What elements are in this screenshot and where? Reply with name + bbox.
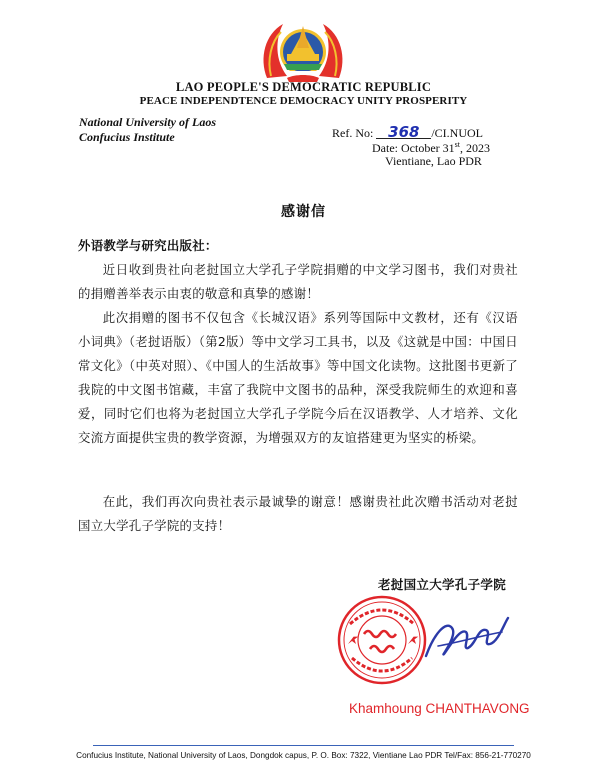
- letter-date: Date: October 31st, 2023: [372, 140, 490, 155]
- salutation: 外语教学与研究出版社：: [78, 238, 218, 253]
- footer-divider: [93, 745, 514, 746]
- reference-number: [332, 123, 483, 141]
- signatory-name: Khamhoung CHANTHAVONG: [349, 701, 530, 716]
- lao-emblem-icon: [257, 18, 349, 82]
- country-name: LAO PEOPLE'S DEMOCRATIC REPUBLIC: [175, 80, 432, 94]
- signature-mark-icon: [420, 606, 512, 670]
- footer-address: Confucius Institute, National University of Laos, Dongdok capus, P. O. Box: 7322, Vientiane Lao PDR Tel/Fax: 856-21-770270: [76, 751, 531, 760]
- official-seal-icon: [336, 594, 428, 686]
- paragraph-2: 此次捐赠的图书不仅包含《长城汉语》系列等国际中文教材，还有《汉语小词典》（老挝语版）（第2版）等中文学习工具书，以及《这就是中国：中国日常文化》（中英对照）、《中国人的生活故事》等中国文化读物。这批图书更新了我院的中文图书馆藏，丰富了我院中文图书的品种，深受我院师生的欢迎和喜爱，同时它们也将为老挝国立大学孔子学院今后在汉语教学、人才培养、文化交流方面提供宝贵的教学资源，为增强双方的友谊搭建更为坚实的桥梁。: [78, 310, 518, 445]
- ref-label: Ref. No:: [332, 126, 374, 140]
- paragraph-3: 在此，我们再次向贵社表示最诚挚的谢意！感谢贵社此次赠书活动对老挝国立大学孔子学院的支持！: [78, 494, 518, 533]
- national-motto: PEACE INDEPENDTENCE DEMOCRACY UNITY PROSPERITY: [139, 95, 468, 107]
- sender-university: National University of Laos: [79, 115, 216, 129]
- sender-institute: Confucius Institute: [79, 130, 175, 144]
- letter-place: Vientiane, Lao PDR: [385, 154, 482, 168]
- signing-organization: 老挝国立大学孔子学院: [378, 577, 507, 592]
- letter-title: 感谢信: [281, 204, 326, 220]
- ref-handwritten-number: 368: [376, 126, 431, 139]
- ref-suffix: /CI.NUOL: [431, 126, 483, 140]
- paragraph-1: 近日收到贵社向老挝国立大学孔子学院捐赠的中文学习图书，我们对贵社的捐赠善举表示由衷的敬意和真挚的感谢！: [78, 262, 518, 301]
